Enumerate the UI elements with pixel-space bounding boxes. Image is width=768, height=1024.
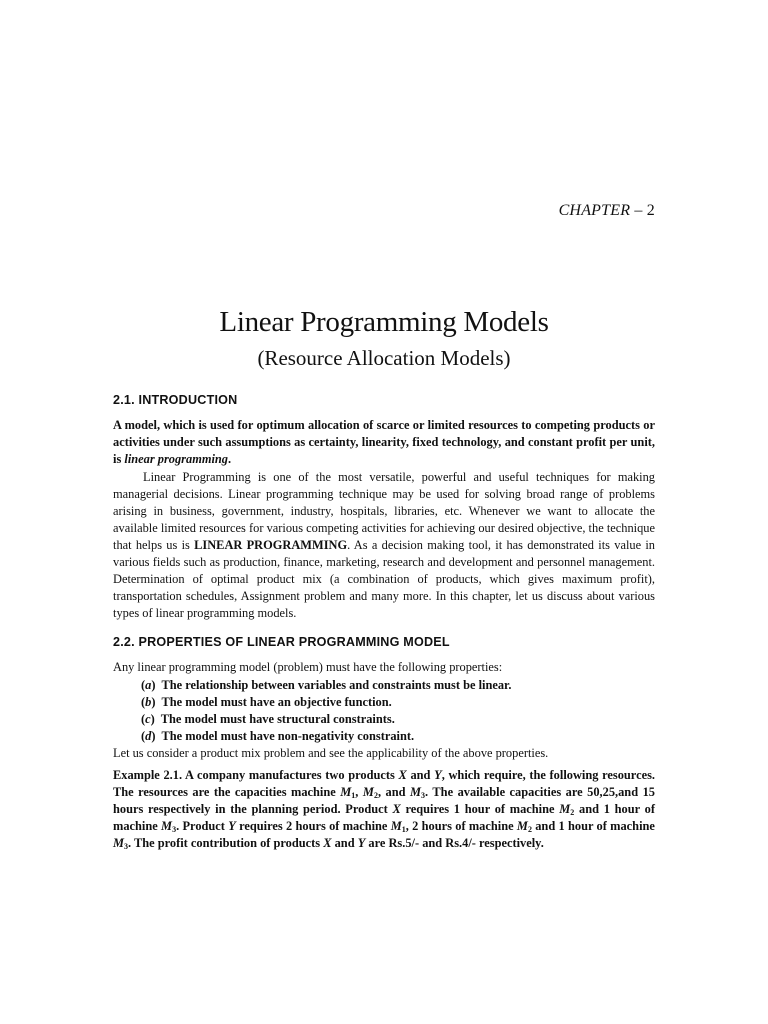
chapter-label: CHAPTER – 2 bbox=[558, 202, 655, 219]
document-body bbox=[113, 386, 655, 853]
page-title: Linear Programming Models bbox=[219, 306, 549, 338]
page-subtitle: (Resource Allocation Models) bbox=[257, 346, 511, 370]
list-item: (c) The model must have structural constraints. bbox=[141, 712, 395, 726]
definition-paragraph: A model, which is used for optimum allocation of scarce or limited resources to competing products or activities under such assumptions as certainty, linearity, fixed technology, and constant profit per unit, is linear programming. bbox=[113, 418, 655, 466]
introduction-paragraph: Linear Programming is one of the most versatile, powerful and useful techniques for making managerial decisions. Linear programming technique may be used for solving broad range of problems arising in business, government, industry, hospitals, libraries, etc. Whenever we want to allocate the available limited resources for various competing activities for achieving our desired objective, the technique that helps us is LINEAR PROGRAMMING. As a decision making tool, it has demonstrated its value in various fields such as production, finance, marketing, research and development and personnel management. Determination of optimal product mix (a combination of products, which gives maximum profit), transportation schedules, Assignment problem and many more. In this chapter, let us discuss about various types of linear programming models. bbox=[113, 470, 656, 620]
properties-list bbox=[113, 677, 655, 745]
properties-intro: Any linear programming model (problem) must have the following properties: bbox=[113, 660, 503, 674]
section-heading-properties: 2.2. PROPERTIES OF LINEAR PROGRAMMING MODEL bbox=[113, 635, 450, 649]
example-paragraph: Example 2.1. A company manufactures two products X and Y, which require, the following resources. The resources are the capacities machine $M_1$, $M_2$, and $M_3$. The available capacities are 50,25,and 15 hours respectively in the planning period. Product X requires 1 hour of machine $M_2$ and 1 hour of machine $M_3$. Product Y requires 2 hours of machine $M_1$, 2 hours of machine $M_2$ and 1 hour of machine $M_3$. The profit contribution of products X and Y are Rs.5/- and Rs.4/- respectively. bbox=[113, 768, 655, 851]
list-item: (b) The model must have an objective function. bbox=[141, 695, 392, 709]
section-heading-introduction: 2.1. INTRODUCTION bbox=[113, 393, 238, 407]
list-item: (a) The relationship between variables and constraints must be linear. bbox=[141, 678, 512, 692]
properties-outro: Let us consider a product mix problem and see the applicability of the above properties. bbox=[113, 746, 549, 760]
list-item: (d) The model must have non-negativity constraint. bbox=[141, 729, 415, 743]
